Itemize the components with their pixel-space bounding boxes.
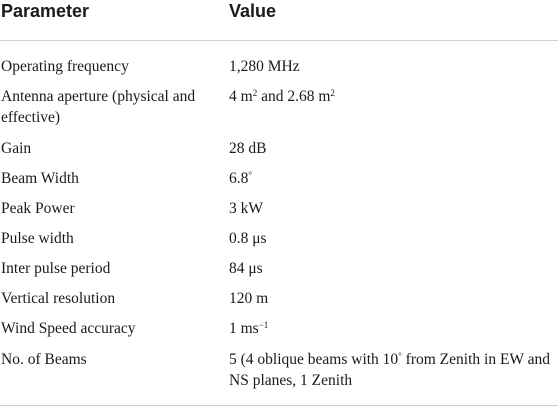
parameter-cell: Beam Width [1,170,79,187]
parameter-cell: Inter pulse period [1,260,111,277]
parameter-cell: Vertical resolution [1,290,116,307]
parameter-cell: Antenna aperture (physical and effective) [1,88,196,126]
value-text: from Zenith in EW and NS planes, 1 Zenith [229,351,551,389]
superscript: 2 [252,88,258,99]
parameter-cell: No. of Beams [1,351,87,368]
value-text: 5 (4 oblique beams with 10 [229,351,399,368]
value-cell [229,86,555,107]
value-cell [229,318,555,339]
superscript: −1 [258,320,269,331]
superscript: ° [248,170,252,181]
header-parameter: Parameter [1,1,90,21]
value-text: 4 m [229,88,253,105]
value-text: 6.8 [229,170,249,187]
header-rule [0,40,558,41]
header-value: Value [229,1,277,21]
parameter-cell: Gain [1,140,32,157]
parameter-cell: Wind Speed accuracy [1,320,136,337]
value-cell: 84 μs [229,260,263,277]
value-cell [229,349,555,391]
parameter-cell: Peak Power [1,200,75,217]
superscript: ° [398,351,402,362]
value-cell: 3 kW [229,200,264,217]
value-cell: 1,280 MHz [229,58,300,75]
bottom-rule [0,405,558,406]
value-text: and 2.68 m [257,88,331,105]
value-cell [229,168,555,189]
superscript: 2 [330,88,335,99]
value-cell: 28 dB [229,140,267,157]
value-cell: 0.8 μs [229,230,267,247]
value-text: 1 ms [229,320,259,337]
value-cell: 120 m [229,290,269,307]
parameter-cell: Pulse width [1,230,74,247]
parameter-cell: Operating frequency [1,58,129,75]
table-header [0,0,558,42]
